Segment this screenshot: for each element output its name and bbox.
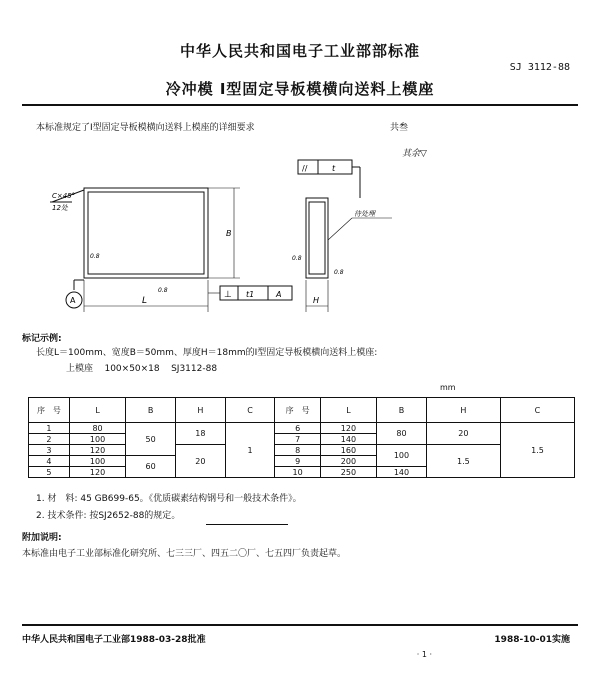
chamfer-label-1: C×45° (52, 192, 76, 200)
row-no: 6 (275, 423, 320, 434)
cell-b: 140 (377, 467, 427, 478)
row-l: 80 (69, 423, 125, 434)
document-title: 冷冲模 I型固定导板模横向送料上模座 (165, 80, 435, 98)
side-view-inner (309, 202, 325, 274)
row-no: 4 (29, 456, 70, 467)
dim-h-label: H (313, 296, 320, 305)
cell-h: 20 (426, 423, 500, 445)
row-no: 5 (29, 467, 70, 478)
note-tech: 2. 技术条件: 按SJ2652-88的规定。 (36, 511, 181, 521)
technical-drawing (22, 140, 452, 320)
roughness-label: 其余 (402, 149, 421, 159)
row-no: 9 (275, 456, 320, 467)
cell-h: 1.5 (426, 445, 500, 478)
roughness-icon: ▽ (420, 149, 427, 159)
header-c-2: C (500, 398, 574, 423)
row-l: 160 (320, 445, 376, 456)
row-no: 3 (29, 445, 70, 456)
row-no: 2 (29, 434, 70, 445)
flatness-value: t (332, 164, 336, 173)
cell-h: 18 (175, 423, 225, 445)
dimension-table (28, 397, 575, 478)
row-no: 10 (275, 467, 320, 478)
perp-symbol: ⊥ (224, 290, 232, 300)
side-note: 待处理 (354, 210, 375, 218)
marking-line2-label: 上模座 (66, 364, 94, 374)
marking-heading: 标记示例: (22, 334, 62, 344)
approval-date: 中华人民共和国电子工业部1988-03-28批准 (22, 635, 206, 645)
note-material: 1. 材 料: 45 GB699-65。《优质碳素结构钢号和一般技术条件》。 (36, 494, 302, 504)
row-l: 120 (320, 423, 376, 434)
header-b-2: B (377, 398, 427, 423)
row-l: 200 (320, 456, 376, 467)
row-l: 100 (69, 456, 125, 467)
intro-text: 本标准规定了Ⅰ型固定导板模横向送料上模座的详细要求 (36, 123, 255, 133)
standard-number: SJ 3112-88 (509, 62, 570, 73)
header-c: C (225, 398, 275, 423)
marking-line2-value: 100×50×18 (104, 364, 160, 374)
effective-date: 1988-10-01实施 (494, 635, 570, 645)
row-l: 120 (69, 445, 125, 456)
table-row (29, 423, 575, 434)
table-row (29, 445, 575, 456)
unit-label: mm (440, 383, 456, 392)
roughness-mark-3: 0.8 (292, 255, 302, 262)
org-title: 中华人民共和国电子工业部部标准 (179, 42, 420, 60)
row-no: 8 (275, 445, 320, 456)
header-no-2: 序 号 (275, 398, 320, 423)
header-no: 序 号 (29, 398, 70, 423)
plate-inner (88, 192, 204, 274)
cell-b: 100 (377, 445, 427, 467)
cell-b: 80 (377, 423, 427, 445)
header-h-2: H (426, 398, 500, 423)
marking-line2 (66, 361, 217, 374)
roughness-mark-2: 0.8 (158, 287, 168, 294)
marking-line2-std: SJ3112-88 (171, 364, 218, 374)
roughness-mark-4: 0.8 (334, 269, 344, 276)
cell-h: 20 (175, 445, 225, 478)
header-l-2: L (320, 398, 376, 423)
addendum-text: 本标准由电子工业部标准化研究所、七三三厂、四五二〇厂、七五四厂负责起草。 (22, 549, 347, 559)
cell-c: 1.5 (500, 423, 574, 478)
dim-l-label: L (142, 296, 148, 306)
plate-outer (84, 188, 208, 278)
perp-value: t1 (246, 290, 255, 299)
row-l: 250 (320, 467, 376, 478)
cell-c: 1 (225, 423, 275, 478)
header-l: L (69, 398, 125, 423)
cell-b: 60 (126, 456, 176, 478)
row-no: 7 (275, 434, 320, 445)
perp-datum: A (276, 290, 282, 299)
datum-a-label: A (70, 296, 76, 305)
header-b: B (126, 398, 176, 423)
notes-divider (206, 524, 288, 525)
page-number: · 1 · (416, 650, 432, 659)
row-l: 140 (320, 434, 376, 445)
marking-line1: 长度L＝100mm、宽度B＝50mm、厚度H＝18mm的Ⅰ型固定导板模横向送料上模座: (36, 348, 378, 358)
addendum-heading: 附加说明: (22, 533, 62, 543)
header-h: H (175, 398, 225, 423)
footer-rule (22, 624, 578, 626)
cell-b: 50 (126, 423, 176, 456)
row-no: 1 (29, 423, 70, 434)
flatness-symbol: // (302, 164, 308, 173)
roughness-mark-1: 0.8 (90, 253, 100, 260)
chamfer-label-2: 12处 (52, 204, 68, 212)
page-count: 共叁 (390, 123, 409, 133)
dim-b-label: B (226, 229, 232, 238)
header-rule (22, 104, 578, 106)
row-l: 120 (69, 467, 125, 478)
row-l: 100 (69, 434, 125, 445)
